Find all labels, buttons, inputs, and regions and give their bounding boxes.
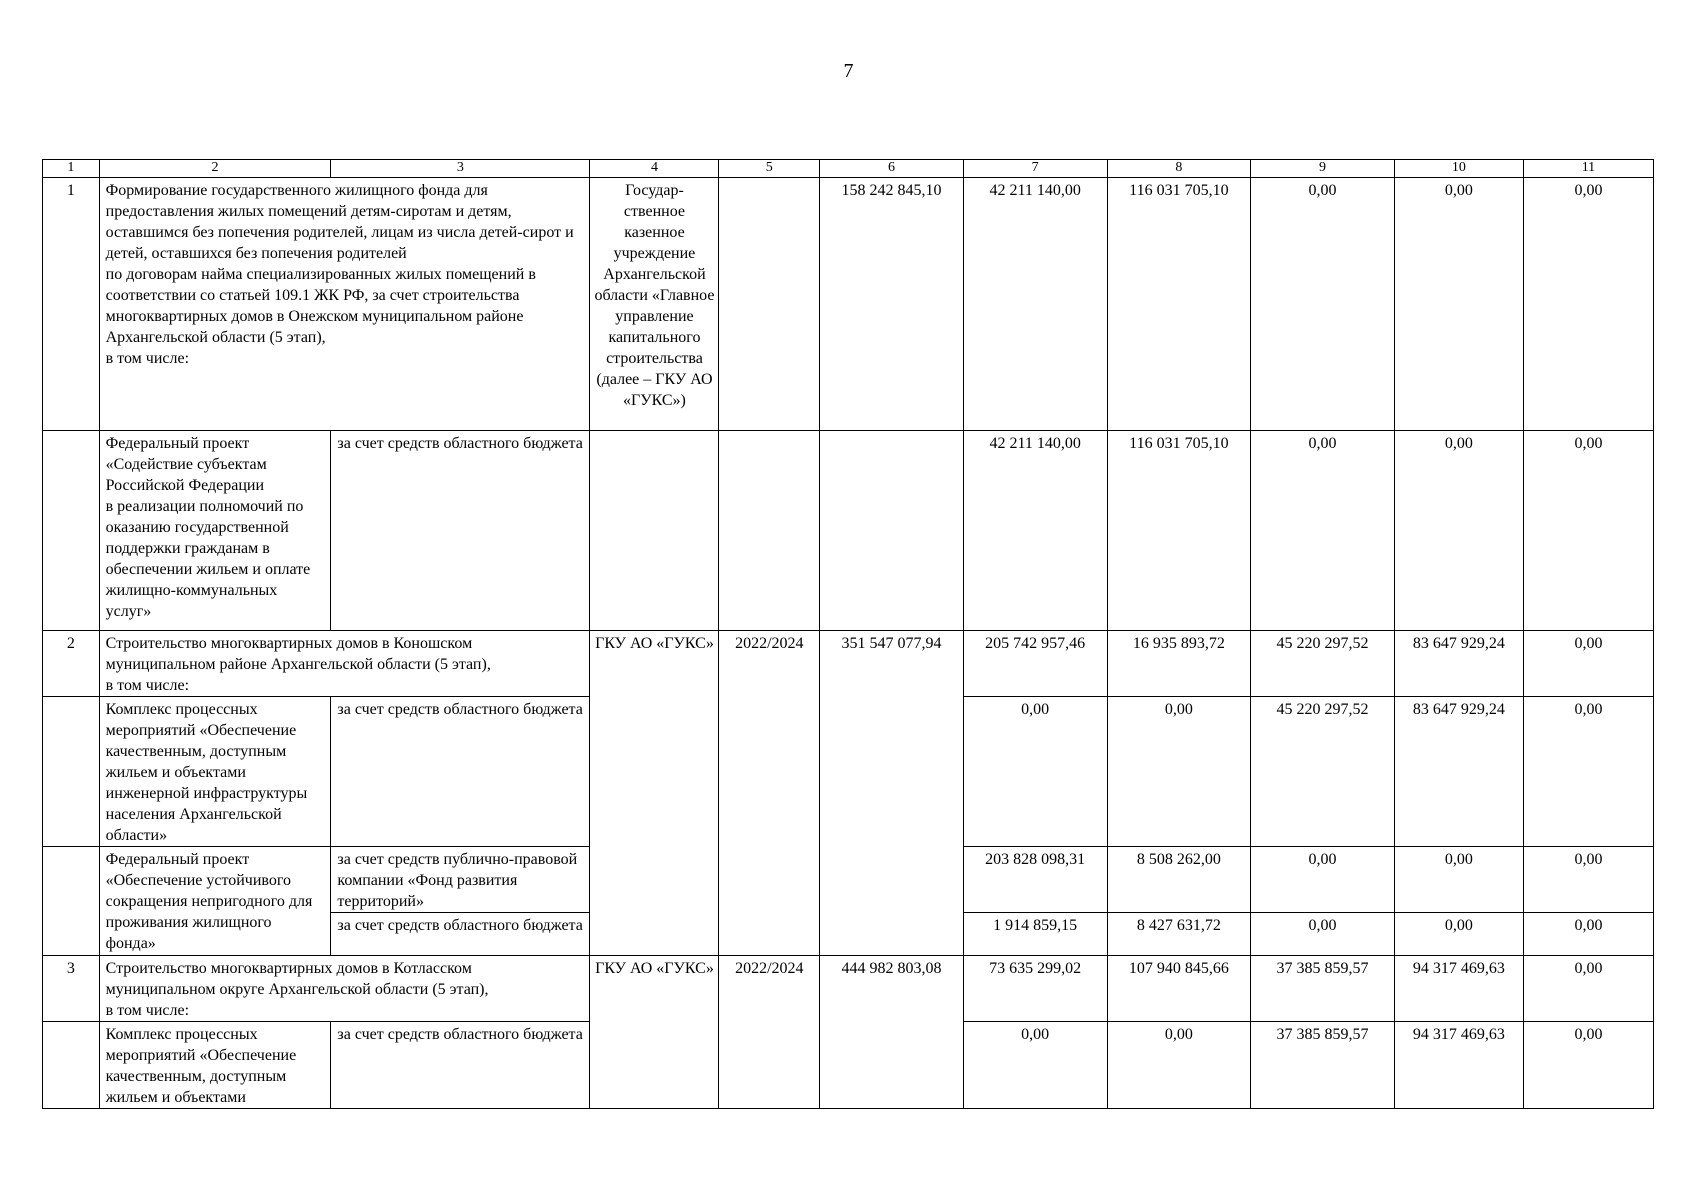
column-header: 10 [1394,160,1523,178]
executor: Государ- ственное казенное учреждение Архангельской области «Главное управление капитального строительства (далее – ГКУ АО «ГУКС») [590,178,719,431]
empty-cell [719,697,820,847]
amount-col9: 37 385 859,57 [1251,956,1395,1022]
amount-col11: 0,00 [1523,847,1653,913]
empty-cell [820,1022,964,1109]
amount-total: 351 547 077,94 [820,631,964,697]
empty-cell [719,1022,820,1109]
amount-col7: 203 828 098,31 [963,847,1107,913]
empty-cell [43,1022,100,1109]
page-number: 7 [843,60,854,82]
amount-col9: 0,00 [1251,178,1395,431]
empty-cell [820,913,964,956]
column-header: 2 [99,160,331,178]
row-number: 3 [43,956,100,1022]
amount-total: 444 982 803,08 [820,956,964,1022]
empty-cell [43,913,100,956]
column-header: 11 [1523,160,1653,178]
amount-col10: 83 647 929,24 [1394,697,1523,847]
amount-col11: 0,00 [1523,956,1653,1022]
measure-title: Строительство многоквартирных домов в Коношском муниципальном районе Архангельской области (5 этап), в том числе: [99,631,590,697]
amount-col8: 8 508 262,00 [1107,847,1251,913]
executor: ГКУ АО «ГУКС» [590,631,719,697]
empty-cell [719,431,820,631]
table-row [43,178,1654,431]
amount-col9: 45 220 297,52 [1251,631,1395,697]
empty-cell [719,847,820,913]
amount-col8: 0,00 [1107,1022,1251,1109]
amount-col7: 0,00 [963,697,1107,847]
row-number: 1 [43,178,100,431]
funding-source: за счет средств областного бюджета [331,697,590,847]
measure-title: Строительство многоквартирных домов в Котласском муниципальном округе Архангельской области (5 этап), в том числе: [99,956,590,1022]
funding-source: за счет средств областного бюджета [331,431,590,631]
table-row [43,956,1654,1022]
column-header: 5 [719,160,820,178]
amount-col7: 1 914 859,15 [963,913,1107,956]
amount-col10: 0,00 [1394,431,1523,631]
funding-source: за счет средств областного бюджета [331,1022,590,1109]
amount-col7: 73 635 299,02 [963,956,1107,1022]
measure-title: Формирование государственного жилищного фонда для предоставления жилых помещений детям-сиротам и детям, оставшимся без попечения родителей, лицам из числа детей-сирот и детей, оставшихся без попечения родителей по договорам найма специализированных жилых помещений в соответствии со статьей 109.1 ЖК РФ, за счет строительства многоквартирных домов в Онежском муниципальном районе Архангельской области (5 этап), в том числе: [99,178,590,431]
project-name: Федеральный проект «Обеспечение устойчивого сокращения непригодного для проживания жилищного фонда» [99,847,331,956]
amount-col11: 0,00 [1523,1022,1653,1109]
amount-total: 158 242 845,10 [820,178,964,431]
amount-col8: 107 940 845,66 [1107,956,1251,1022]
table-row [43,431,1654,631]
amount-col7: 42 211 140,00 [963,178,1107,431]
column-header: 7 [963,160,1107,178]
amount-col10: 0,00 [1394,847,1523,913]
amount-col7: 205 742 957,46 [963,631,1107,697]
amount-col10: 94 317 469,63 [1394,1022,1523,1109]
period: 2022/2024 [719,631,820,697]
column-header: 9 [1251,160,1395,178]
amount-col9: 0,00 [1251,431,1395,631]
column-header: 8 [1107,160,1251,178]
financing-table [42,159,1654,1109]
amount-col11: 0,00 [1523,913,1653,956]
amount-col7: 42 211 140,00 [963,431,1107,631]
table-row [43,847,1654,913]
amount-col8: 116 031 705,10 [1107,178,1251,431]
amount-col8: 16 935 893,72 [1107,631,1251,697]
empty-cell [590,697,719,847]
column-header: 3 [331,160,590,178]
project-name: Федеральный проект «Содействие субъектам Российской Федерации в реализации полномочий по оказанию государственной поддержки гражданам в обеспечении жильем и оплате жилищно-коммунальных услуг» [99,431,331,631]
table-row [43,697,1654,847]
period [719,178,820,431]
project-name: Комплекс процессных мероприятий «Обеспечение качественным, доступным жильем и объектами инженерной инфраструктуры населения Архангельской области» [99,697,331,847]
column-header: 1 [43,160,100,178]
empty-cell [590,1022,719,1109]
funding-source: за счет средств областного бюджета [331,913,590,956]
empty-cell [719,913,820,956]
amount-col7: 0,00 [963,1022,1107,1109]
row-number: 2 [43,631,100,697]
column-header: 4 [590,160,719,178]
empty-cell [43,431,100,631]
period: 2022/2024 [719,956,820,1022]
table-row [43,631,1654,697]
empty-cell [820,697,964,847]
amount-col9: 37 385 859,57 [1251,1022,1395,1109]
column-number-header-row [43,160,1654,178]
table-row [43,1022,1654,1109]
amount-col11: 0,00 [1523,431,1653,631]
amount-col9: 0,00 [1251,913,1395,956]
empty-cell [590,913,719,956]
amount-col11: 0,00 [1523,178,1653,431]
empty-cell [820,431,964,631]
project-name: Комплекс процессных мероприятий «Обеспечение качественным, доступным жильем и объектами [99,1022,331,1109]
empty-cell [590,847,719,913]
empty-cell [43,697,100,847]
amount-col8: 0,00 [1107,697,1251,847]
amount-col10: 0,00 [1394,178,1523,431]
executor: ГКУ АО «ГУКС» [590,956,719,1022]
amount-col9: 0,00 [1251,847,1395,913]
amount-col11: 0,00 [1523,697,1653,847]
amount-col10: 0,00 [1394,913,1523,956]
column-header: 6 [820,160,964,178]
amount-col9: 45 220 297,52 [1251,697,1395,847]
empty-cell [590,431,719,631]
amount-col8: 116 031 705,10 [1107,431,1251,631]
amount-col10: 83 647 929,24 [1394,631,1523,697]
empty-cell [43,847,100,913]
amount-col10: 94 317 469,63 [1394,956,1523,1022]
funding-source: за счет средств публично-правовой компании «Фонд развития территорий» [331,847,590,913]
amount-col8: 8 427 631,72 [1107,913,1251,956]
empty-cell [820,847,964,913]
amount-col11: 0,00 [1523,631,1653,697]
